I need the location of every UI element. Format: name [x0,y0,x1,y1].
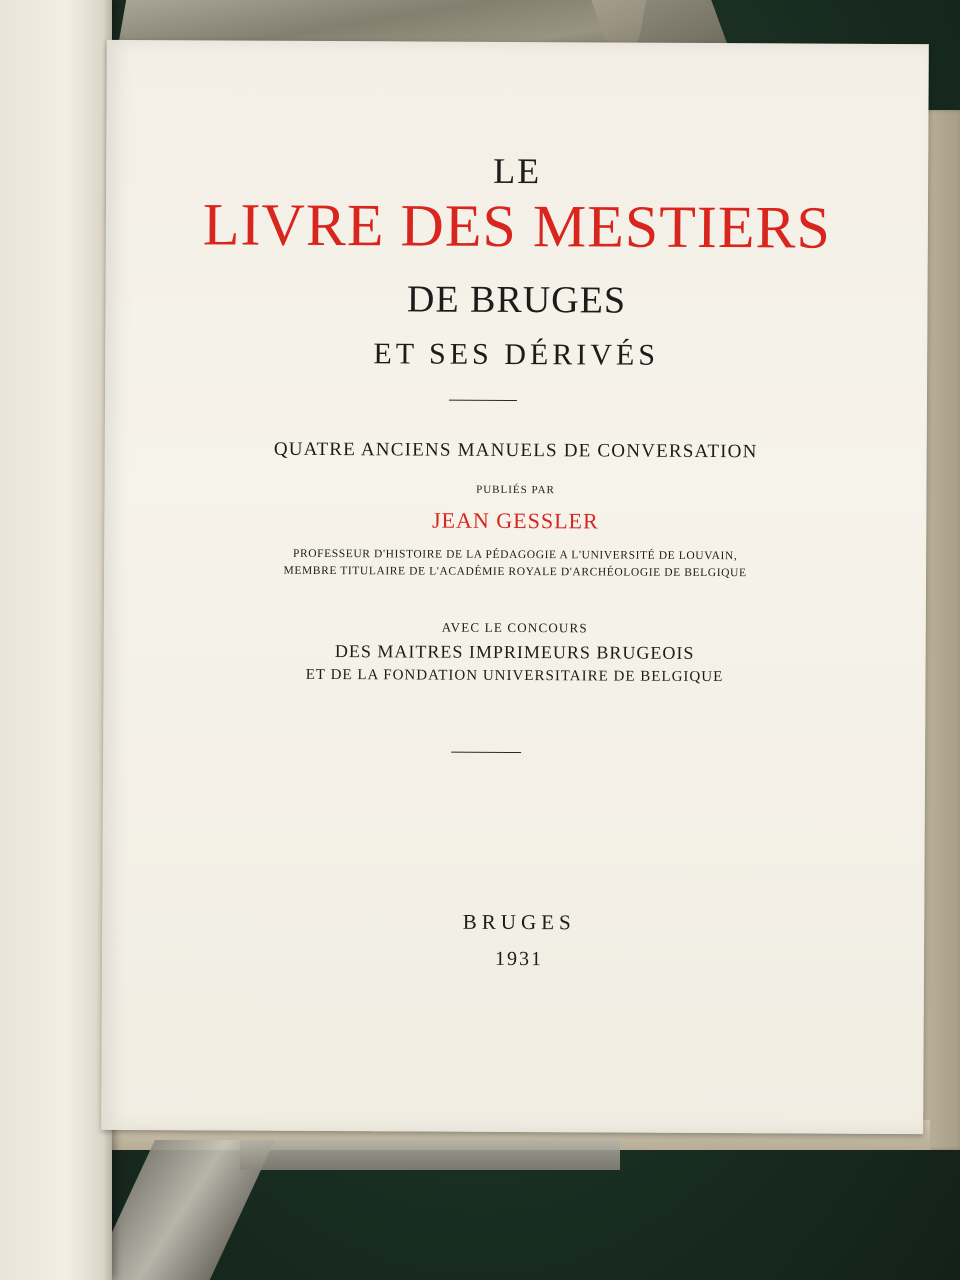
divider-rule-bottom [451,752,521,753]
support-foundation: ET DE LA FONDATION UNIVERSITAIRE DE BELGIQUE [305,666,724,686]
imprint-year: 1931 [494,947,544,971]
author-credential-1: PROFESSEUR D'HISTOIRE DE LA PÉDAGOGIE A L'UNIVERSITÉ DE LOUVAIN, [292,547,738,563]
subtitle: QUATRE ANCIENS MANUELS DE CONVERSATION [273,438,758,463]
author-name: JEAN GESSLER [431,507,599,534]
left-page [0,0,112,1280]
support-printers: DES MAITRES IMPRIMEURS BRUGEOIS [334,641,695,663]
title-line-de-bruges: DE BRUGES [406,278,627,322]
divider-rule-top [449,400,517,401]
title-line-derives: ET SES DÉRIVÉS [373,337,660,372]
title-page [101,40,929,1134]
published-by: PUBLIÉS PAR [476,483,555,497]
ribbon-bottom [240,1140,620,1170]
author-credential-2: MEMBRE TITULAIRE DE L'ACADÉMIE ROYALE D'ARCHÉOLOGIE DE BELGIQUE [283,564,747,580]
title-article: LE [493,150,542,192]
main-title: LIVRE DES MESTIERS [202,191,832,261]
support-intro: AVEC LE CONCOURS [441,619,588,636]
imprint-place: BRUGES [462,909,576,935]
ribbon-top-right [591,0,728,48]
